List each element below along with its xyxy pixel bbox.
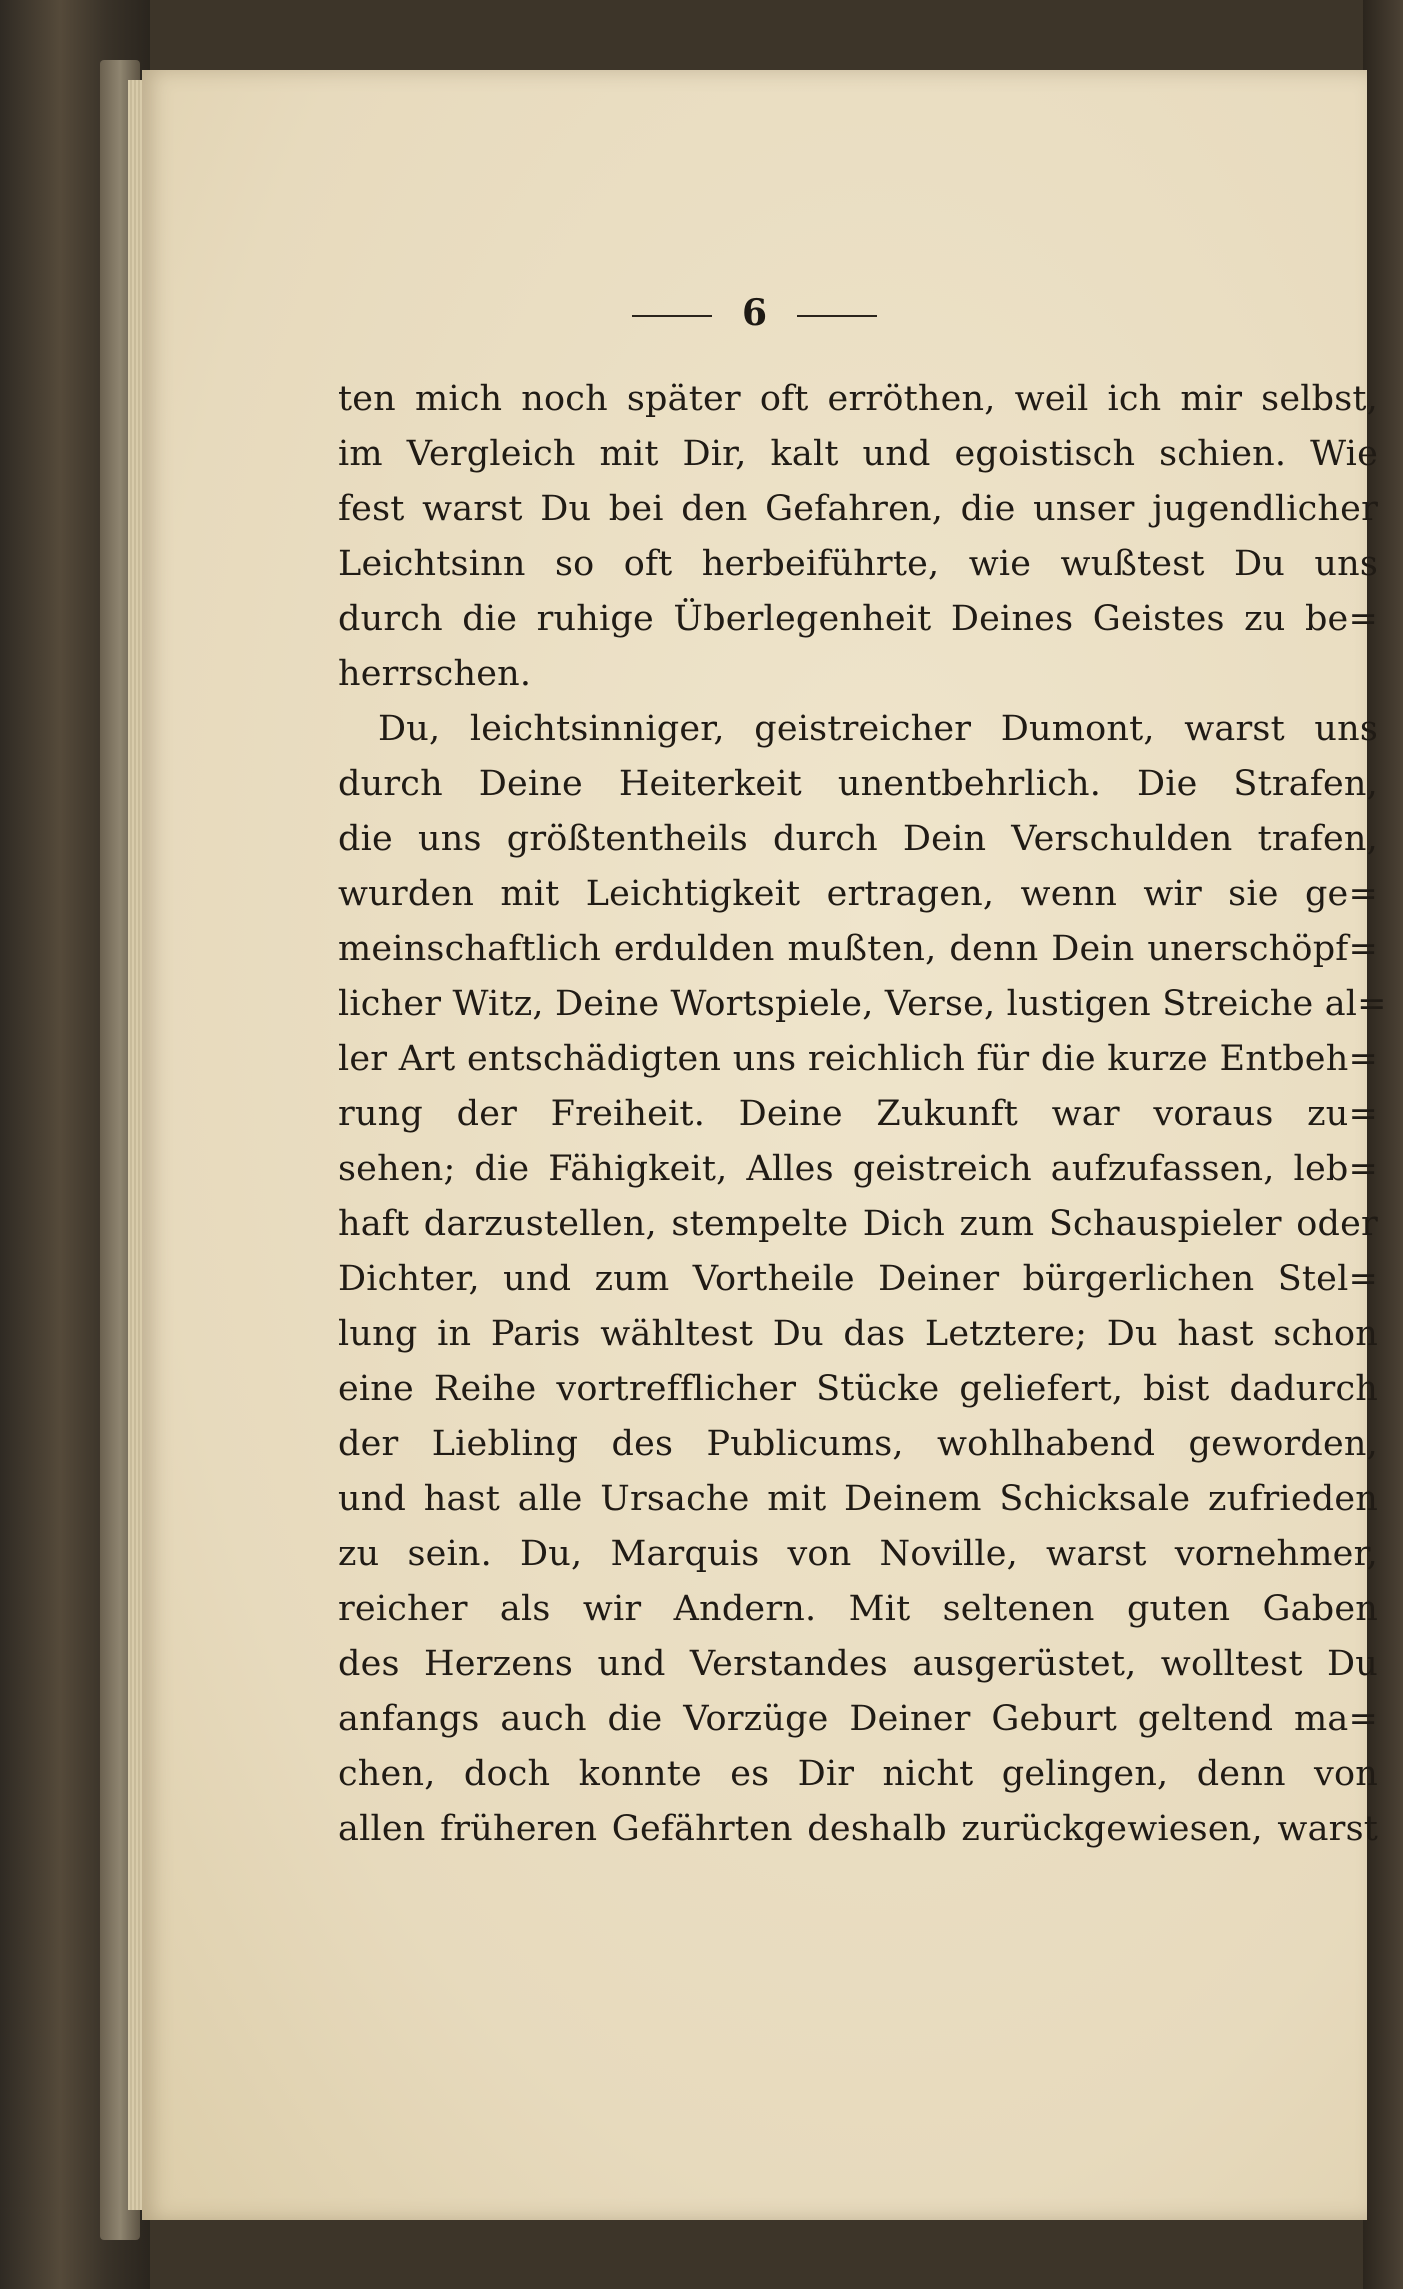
text-line: durch die ruhige Überlegenheit Deines Geistes zu be=: [338, 599, 1378, 639]
text-line: die uns größtentheils durch Dein Verschulden trafen,: [338, 819, 1378, 859]
text-line: chen, doch konnte es Dir nicht gelingen, denn von: [338, 1754, 1378, 1794]
text-line: anfangs auch die Vorzüge Deiner Geburt geltend ma=: [338, 1699, 1378, 1739]
text-line: fest warst Du bei den Gefahren, die unser jugendlicher: [338, 489, 1378, 529]
text-line: allen früheren Gefährten deshalb zurückgewiesen, warst: [338, 1809, 1378, 1849]
text-line: eine Reihe vortrefflicher Stücke geliefert, bist dadurch: [338, 1369, 1378, 1409]
text-line: zu sein. Du, Marquis von Noville, warst vornehmer,: [338, 1534, 1378, 1574]
text-line: sehen; die Fähigkeit, Alles geistreich aufzufassen, leb=: [338, 1149, 1378, 1189]
text-line: Du, leichtsinniger, geistreicher Dumont, warst uns: [378, 709, 1378, 749]
text-line: wurden mit Leichtigkeit ertragen, wenn wir sie ge=: [338, 874, 1378, 914]
text-line: meinschaftlich erdulden mußten, denn Dein unerschöpf=: [338, 929, 1378, 969]
header-dash-right: [797, 315, 877, 317]
text-line: reicher als wir Andern. Mit seltenen guten Gaben: [338, 1589, 1378, 1629]
book-page: [142, 70, 1387, 2220]
text-line: lung in Paris wähltest Du das Letztere; Du hast schon: [338, 1314, 1378, 1354]
text-line: herrschen.: [338, 654, 532, 694]
text-line: des Herzens und Verstandes ausgerüstet, wolltest Du: [338, 1644, 1378, 1684]
page-header: [142, 292, 1367, 334]
text-line: und hast alle Ursache mit Deinem Schicksale zufrieden: [338, 1479, 1378, 1519]
text-line: durch Deine Heiterkeit unentbehrlich. Die Strafen,: [338, 764, 1378, 804]
body-text: [338, 372, 1387, 1857]
header-dash-left: [632, 315, 712, 317]
page-number: 6: [741, 292, 768, 334]
text-line: ten mich noch später oft erröthen, weil ich mir selbst,: [338, 379, 1378, 419]
text-line: Leichtsinn so oft herbeiführte, wie wußtest Du uns: [338, 544, 1378, 584]
text-line: licher Witz, Deine Wortspiele, Verse, lustigen Streiche al=: [338, 984, 1387, 1024]
text-line: Dichter, und zum Vortheile Deiner bürgerlichen Stel=: [338, 1259, 1378, 1299]
text-line: der Liebling des Publicums, wohlhabend geworden,: [338, 1424, 1378, 1464]
text-line: ler Art entschädigten uns reichlich für die kurze Entbeh=: [338, 1039, 1378, 1079]
text-line: haft darzustellen, stempelte Dich zum Schauspieler oder: [338, 1204, 1378, 1244]
text-line: im Vergleich mit Dir, kalt und egoistisch schien. Wie: [338, 434, 1378, 474]
text-line: rung der Freiheit. Deine Zukunft war voraus zu=: [338, 1094, 1378, 1134]
